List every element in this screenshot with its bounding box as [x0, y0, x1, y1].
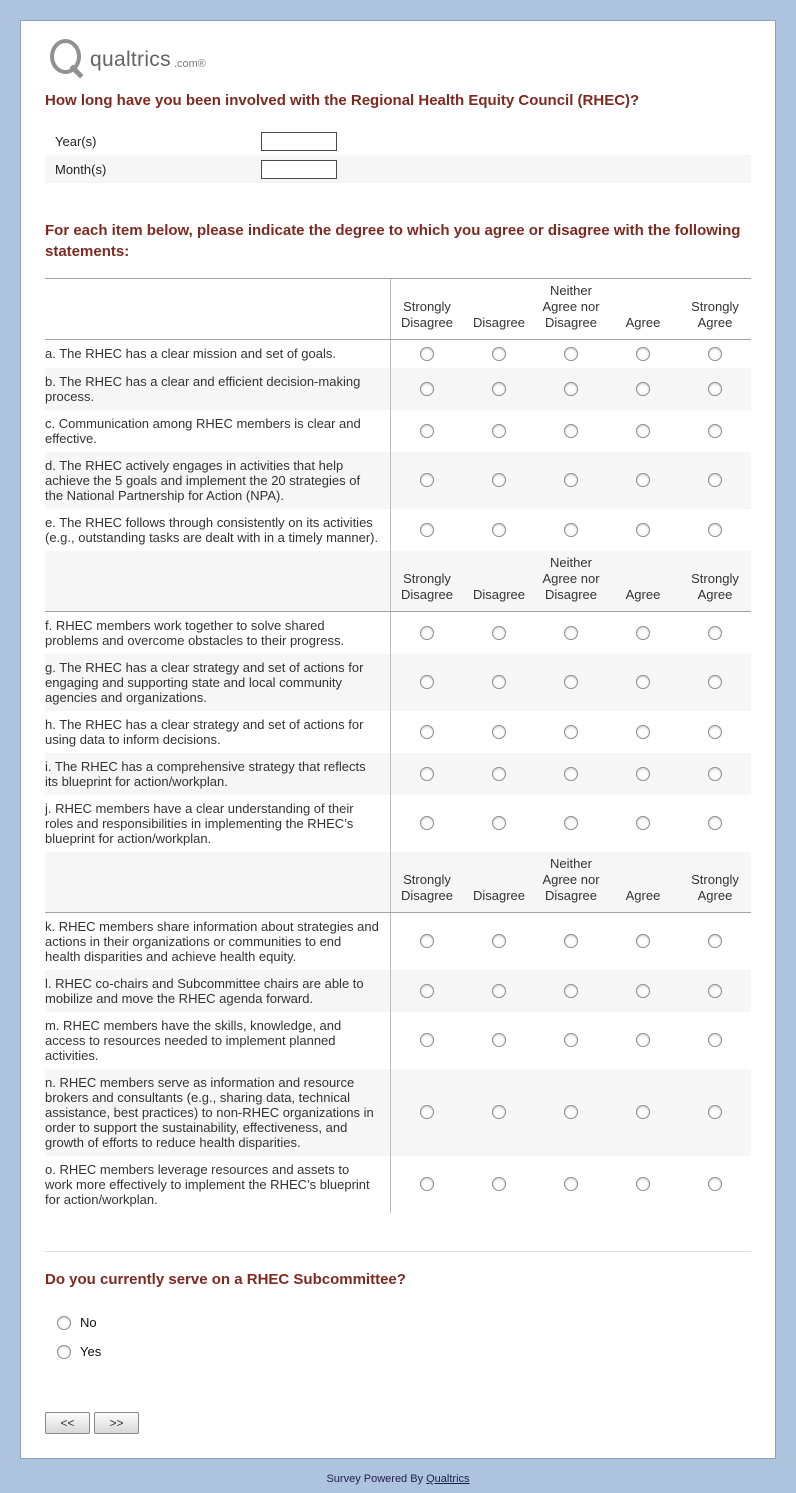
- radio-c-disagree[interactable]: [492, 424, 506, 438]
- matrix-row-c: [45, 410, 751, 452]
- matrix-cell: [535, 340, 607, 368]
- matrix-cell: [463, 970, 535, 1012]
- radio-c-neither-agree-nor-disagree[interactable]: [564, 424, 578, 438]
- matrix-cell: [679, 1156, 751, 1213]
- matrix-row-l: [45, 970, 751, 1012]
- option-label: No: [80, 1315, 97, 1330]
- matrix-cell: [391, 509, 463, 551]
- matrix-cell: [679, 452, 751, 509]
- radio-h-strongly-disagree[interactable]: [420, 725, 434, 739]
- matrix-cell: [679, 795, 751, 852]
- radio-b-strongly-agree[interactable]: [708, 382, 722, 396]
- duration-label: Year(s): [55, 133, 97, 149]
- duration-row: [45, 127, 751, 155]
- survey-container: [20, 20, 776, 1459]
- column-header-strongly-agree: Strongly Agree: [691, 298, 739, 330]
- radio-f-agree[interactable]: [636, 626, 650, 640]
- column-header-agree: Agree: [625, 586, 661, 602]
- radio-l-strongly-agree[interactable]: [708, 984, 722, 998]
- radio-b-disagree[interactable]: [492, 382, 506, 396]
- matrix-cell: [463, 340, 535, 368]
- matrix-cell: [463, 753, 535, 795]
- radio-d-neither-agree-nor-disagree[interactable]: [564, 473, 578, 487]
- matrix-cell: [607, 1069, 679, 1156]
- matrix-cell: [391, 452, 463, 509]
- question-duration-title: How long have you been involved with the Regional Health Equity Council (RHEC)?: [45, 92, 640, 109]
- radio-a-disagree[interactable]: [492, 347, 506, 361]
- matrix-cell: [463, 410, 535, 452]
- radio-i-disagree[interactable]: [492, 767, 506, 781]
- radio-i-neither-agree-nor-disagree[interactable]: [564, 767, 578, 781]
- matrix-cell: [391, 1156, 463, 1213]
- radio-e-strongly-agree[interactable]: [708, 523, 722, 537]
- radio-h-agree[interactable]: [636, 725, 650, 739]
- agreement-matrix: [45, 278, 751, 1213]
- radio-c-strongly-agree[interactable]: [708, 424, 722, 438]
- radio-f-disagree[interactable]: [492, 626, 506, 640]
- column-header-neither-agree-nor-disagree: Neither Agree nor Disagree: [542, 554, 600, 602]
- matrix-cell: [391, 795, 463, 852]
- duration-row: [45, 155, 751, 183]
- matrix-cell: [679, 410, 751, 452]
- question-matrix-title: For each item below, please indicate the degree to which you agree or disagree with the following statements:: [45, 222, 741, 260]
- radio-g-strongly-disagree[interactable]: [420, 675, 434, 689]
- qualtrics-q-icon: [49, 37, 87, 79]
- matrix-row-f: [45, 612, 751, 654]
- matrix-cell: [607, 970, 679, 1012]
- matrix-cell: [535, 410, 607, 452]
- matrix-row-g: [45, 654, 751, 711]
- matrix-statement: a. The RHEC has a clear mission and set of goals.: [45, 340, 391, 368]
- option-yes[interactable]: [45, 1337, 751, 1366]
- matrix-cell: [463, 795, 535, 852]
- matrix-cell: [607, 795, 679, 852]
- radio-g-agree[interactable]: [636, 675, 650, 689]
- matrix-cell: [607, 654, 679, 711]
- matrix-statement: i. The RHEC has a comprehensive strategy that reflects its blueprint for action/workplan.: [45, 753, 391, 795]
- matrix-cell: [607, 509, 679, 551]
- column-header-disagree: Disagree: [472, 586, 526, 602]
- radio-k-agree[interactable]: [636, 934, 650, 948]
- years-input[interactable]: [261, 132, 337, 151]
- matrix-cell: [679, 368, 751, 410]
- matrix-cell: [535, 612, 607, 654]
- matrix-row-a: [45, 340, 751, 368]
- radio-i-strongly-disagree[interactable]: [420, 767, 434, 781]
- matrix-cell: [679, 340, 751, 368]
- radio-o-disagree[interactable]: [492, 1177, 506, 1191]
- matrix-cell: [535, 795, 607, 852]
- matrix-cell: [463, 1012, 535, 1069]
- matrix-cell: [391, 1069, 463, 1156]
- radio-n-neither-agree-nor-disagree[interactable]: [564, 1105, 578, 1119]
- matrix-cell: [607, 368, 679, 410]
- prev-button[interactable]: <<: [45, 1412, 90, 1434]
- matrix-cell: [535, 654, 607, 711]
- matrix-cell: [535, 509, 607, 551]
- matrix-statement: f. RHEC members work together to solve shared problems and overcome obstacles to their progress.: [45, 612, 391, 654]
- matrix-statement: h. The RHEC has a clear strategy and set of actions for using data to inform decisions.: [45, 711, 391, 753]
- radio-l-neither-agree-nor-disagree[interactable]: [564, 984, 578, 998]
- radio-m-strongly-disagree[interactable]: [420, 1033, 434, 1047]
- logo-name: qualtrics: [90, 48, 171, 71]
- matrix-cell: [391, 612, 463, 654]
- radio-a-strongly-disagree[interactable]: [420, 347, 434, 361]
- matrix-cell: [535, 368, 607, 410]
- matrix-cell: [679, 970, 751, 1012]
- matrix-cell: [463, 654, 535, 711]
- matrix-cell: [535, 1012, 607, 1069]
- radio-f-strongly-agree[interactable]: [708, 626, 722, 640]
- column-header-neither-agree-nor-disagree: Neither Agree nor Disagree: [542, 282, 600, 330]
- radio-e-agree[interactable]: [636, 523, 650, 537]
- matrix-statement: g. The RHEC has a clear strategy and set of actions for engaging and supporting state and local community agencies and organizations.: [45, 654, 391, 711]
- column-header-agree: Agree: [625, 887, 661, 903]
- matrix-cell: [679, 654, 751, 711]
- radio-k-strongly-agree[interactable]: [708, 934, 722, 948]
- matrix-statement: l. RHEC co-chairs and Subcommittee chairs are able to mobilize and move the RHEC agenda forward.: [45, 970, 391, 1012]
- matrix-cell: [679, 612, 751, 654]
- radio-i-strongly-agree[interactable]: [708, 767, 722, 781]
- matrix-cell: [463, 452, 535, 509]
- matrix-cell: [535, 913, 607, 970]
- radio-b-neither-agree-nor-disagree[interactable]: [564, 382, 578, 396]
- radio-m-strongly-agree[interactable]: [708, 1033, 722, 1047]
- option-no[interactable]: [45, 1308, 751, 1337]
- matrix-header-row: [45, 852, 751, 913]
- matrix-cell: [607, 452, 679, 509]
- column-header-disagree: Disagree: [472, 314, 526, 330]
- radio-l-strongly-disagree[interactable]: [420, 984, 434, 998]
- matrix-statement: e. The RHEC follows through consistently on its activities (e.g., outstanding tasks are dealt with in a timely manner).: [45, 509, 391, 551]
- question-subcommittee-title: Do you currently serve on a RHEC Subcommittee?: [45, 1270, 406, 1288]
- radio-e-strongly-disagree[interactable]: [420, 523, 434, 537]
- matrix-row-b: [45, 368, 751, 410]
- radio-j-neither-agree-nor-disagree[interactable]: [564, 816, 578, 830]
- column-header-strongly-disagree: Strongly Disagree: [400, 570, 454, 602]
- radio-d-strongly-disagree[interactable]: [420, 473, 434, 487]
- matrix-row-i: [45, 753, 751, 795]
- radio-m-neither-agree-nor-disagree[interactable]: [564, 1033, 578, 1047]
- radio-j-strongly-agree[interactable]: [708, 816, 722, 830]
- matrix-cell: [535, 711, 607, 753]
- matrix-header-stub: [45, 551, 391, 611]
- column-header-strongly-agree: Strongly Agree: [691, 871, 739, 903]
- subcommittee-options: [45, 1308, 751, 1366]
- matrix-row-n: [45, 1069, 751, 1156]
- matrix-statement: j. RHEC members have a clear understanding of their roles and responsibilities in implementing the RHEC’s blueprint for action/workplan.: [45, 795, 391, 852]
- radio-h-neither-agree-nor-disagree[interactable]: [564, 725, 578, 739]
- matrix-cell: [391, 410, 463, 452]
- matrix-cell: [607, 1012, 679, 1069]
- radio-m-agree[interactable]: [636, 1033, 650, 1047]
- column-header-strongly-disagree: Strongly Disagree: [400, 298, 454, 330]
- matrix-cell: [607, 1156, 679, 1213]
- radio-h-disagree[interactable]: [492, 725, 506, 739]
- months-input[interactable]: [261, 160, 337, 179]
- radio-l-agree[interactable]: [636, 984, 650, 998]
- radio-j-strongly-disagree[interactable]: [420, 816, 434, 830]
- matrix-cell: [391, 1012, 463, 1069]
- radio-n-disagree[interactable]: [492, 1105, 506, 1119]
- matrix-cell: [391, 913, 463, 970]
- matrix-cell: [607, 711, 679, 753]
- radio-b-agree[interactable]: [636, 382, 650, 396]
- radio-o-strongly-disagree[interactable]: [420, 1177, 434, 1191]
- matrix-cell: [535, 1156, 607, 1213]
- radio-a-strongly-agree[interactable]: [708, 347, 722, 361]
- matrix-cell: [607, 410, 679, 452]
- matrix-header-row: [45, 551, 751, 612]
- matrix-cell: [607, 753, 679, 795]
- matrix-cell: [679, 1012, 751, 1069]
- question-agreement-matrix: [45, 221, 751, 1213]
- duration-label: Month(s): [55, 161, 107, 177]
- next-button[interactable]: >>: [94, 1412, 139, 1434]
- matrix-row-m: [45, 1012, 751, 1069]
- matrix-cell: [535, 753, 607, 795]
- matrix-header-stub: [45, 279, 391, 339]
- footer-text: Survey Powered By: [326, 1473, 427, 1485]
- question-separator: [45, 1251, 751, 1252]
- matrix-statement: m. RHEC members have the skills, knowledge, and access to resources needed to implement planned activities.: [45, 1012, 391, 1069]
- matrix-statement: c. Communication among RHEC members is clear and effective.: [45, 410, 391, 452]
- qualtrics-logo: [49, 35, 751, 79]
- radio-c-strongly-disagree[interactable]: [420, 424, 434, 438]
- matrix-row-k: [45, 913, 751, 970]
- radio-a-neither-agree-nor-disagree[interactable]: [564, 347, 578, 361]
- question-duration: [45, 91, 751, 183]
- question-subcommittee: [45, 1270, 751, 1366]
- radio-h-strongly-agree[interactable]: [708, 725, 722, 739]
- nav-buttons: [45, 1412, 751, 1434]
- matrix-cell: [463, 368, 535, 410]
- radio-n-agree[interactable]: [636, 1105, 650, 1119]
- matrix-cell: [679, 1069, 751, 1156]
- radio-no[interactable]: [57, 1316, 71, 1330]
- column-header-strongly-disagree: Strongly Disagree: [400, 871, 454, 903]
- radio-e-disagree[interactable]: [492, 523, 506, 537]
- survey-footer: [20, 1473, 776, 1493]
- matrix-row-h: [45, 711, 751, 753]
- matrix-cell: [391, 654, 463, 711]
- matrix-cell: [607, 913, 679, 970]
- option-label: Yes: [80, 1344, 102, 1359]
- matrix-statement: n. RHEC members serve as information and resource brokers and consultants (e.g., sharing data, technical assistance, best practices) to non-RHEC organizations in order to support the sustainability, effectiveness, and growth of efforts to reduce health disparities.: [45, 1069, 391, 1156]
- column-header-agree: Agree: [625, 314, 661, 330]
- radio-o-agree[interactable]: [636, 1177, 650, 1191]
- radio-yes[interactable]: [57, 1345, 71, 1359]
- matrix-cell: [391, 711, 463, 753]
- matrix-cell: [391, 368, 463, 410]
- matrix-header-stub: [45, 852, 391, 912]
- column-header-disagree: Disagree: [472, 887, 526, 903]
- radio-k-disagree[interactable]: [492, 934, 506, 948]
- radio-m-disagree[interactable]: [492, 1033, 506, 1047]
- radio-n-strongly-agree[interactable]: [708, 1105, 722, 1119]
- radio-n-strongly-disagree[interactable]: [420, 1105, 434, 1119]
- matrix-cell: [391, 970, 463, 1012]
- radio-g-disagree[interactable]: [492, 675, 506, 689]
- matrix-statement: o. RHEC members leverage resources and assets to work more effectively to implement the RHEC’s blueprint for action/workplan.: [45, 1156, 391, 1213]
- matrix-cell: [607, 340, 679, 368]
- matrix-cell: [463, 1156, 535, 1213]
- radio-k-neither-agree-nor-disagree[interactable]: [564, 934, 578, 948]
- matrix-cell: [535, 1069, 607, 1156]
- radio-l-disagree[interactable]: [492, 984, 506, 998]
- qualtrics-link[interactable]: Qualtrics: [426, 1473, 470, 1485]
- matrix-statement: k. RHEC members share information about strategies and actions in their organizations or communities to end health disparities and achieve health equity.: [45, 913, 391, 970]
- duration-rows: [45, 127, 751, 183]
- matrix-cell: [679, 753, 751, 795]
- matrix-header-row: [45, 278, 751, 340]
- matrix-cell: [463, 509, 535, 551]
- matrix-cell: [679, 509, 751, 551]
- radio-e-neither-agree-nor-disagree[interactable]: [564, 523, 578, 537]
- radio-f-strongly-disagree[interactable]: [420, 626, 434, 640]
- radio-j-agree[interactable]: [636, 816, 650, 830]
- matrix-cell: [391, 340, 463, 368]
- radio-j-disagree[interactable]: [492, 816, 506, 830]
- radio-c-agree[interactable]: [636, 424, 650, 438]
- matrix-cell: [535, 970, 607, 1012]
- matrix-cell: [679, 913, 751, 970]
- radio-d-agree[interactable]: [636, 473, 650, 487]
- matrix-cell: [607, 612, 679, 654]
- matrix-row-d: [45, 452, 751, 509]
- matrix-statement: b. The RHEC has a clear and efficient decision-making process.: [45, 368, 391, 410]
- radio-b-strongly-disagree[interactable]: [420, 382, 434, 396]
- matrix-cell: [391, 753, 463, 795]
- radio-a-agree[interactable]: [636, 347, 650, 361]
- radio-i-agree[interactable]: [636, 767, 650, 781]
- matrix-cell: [535, 452, 607, 509]
- radio-k-strongly-disagree[interactable]: [420, 934, 434, 948]
- radio-o-strongly-agree[interactable]: [708, 1177, 722, 1191]
- logo-suffix: .com®: [173, 58, 206, 70]
- radio-g-strongly-agree[interactable]: [708, 675, 722, 689]
- matrix-row-o: [45, 1156, 751, 1213]
- radio-g-neither-agree-nor-disagree[interactable]: [564, 675, 578, 689]
- matrix-statement: d. The RHEC actively engages in activities that help achieve the 5 goals and implement the 20 strategies of the National Partnership for Action (NPA).: [45, 452, 391, 509]
- column-header-neither-agree-nor-disagree: Neither Agree nor Disagree: [542, 855, 600, 903]
- matrix-cell: [679, 711, 751, 753]
- matrix-cell: [463, 913, 535, 970]
- radio-o-neither-agree-nor-disagree[interactable]: [564, 1177, 578, 1191]
- radio-d-strongly-agree[interactable]: [708, 473, 722, 487]
- matrix-row-e: [45, 509, 751, 551]
- matrix-cell: [463, 711, 535, 753]
- radio-f-neither-agree-nor-disagree[interactable]: [564, 626, 578, 640]
- column-header-strongly-agree: Strongly Agree: [691, 570, 739, 602]
- matrix-cell: [463, 1069, 535, 1156]
- matrix-row-j: [45, 795, 751, 852]
- matrix-cell: [463, 612, 535, 654]
- radio-d-disagree[interactable]: [492, 473, 506, 487]
